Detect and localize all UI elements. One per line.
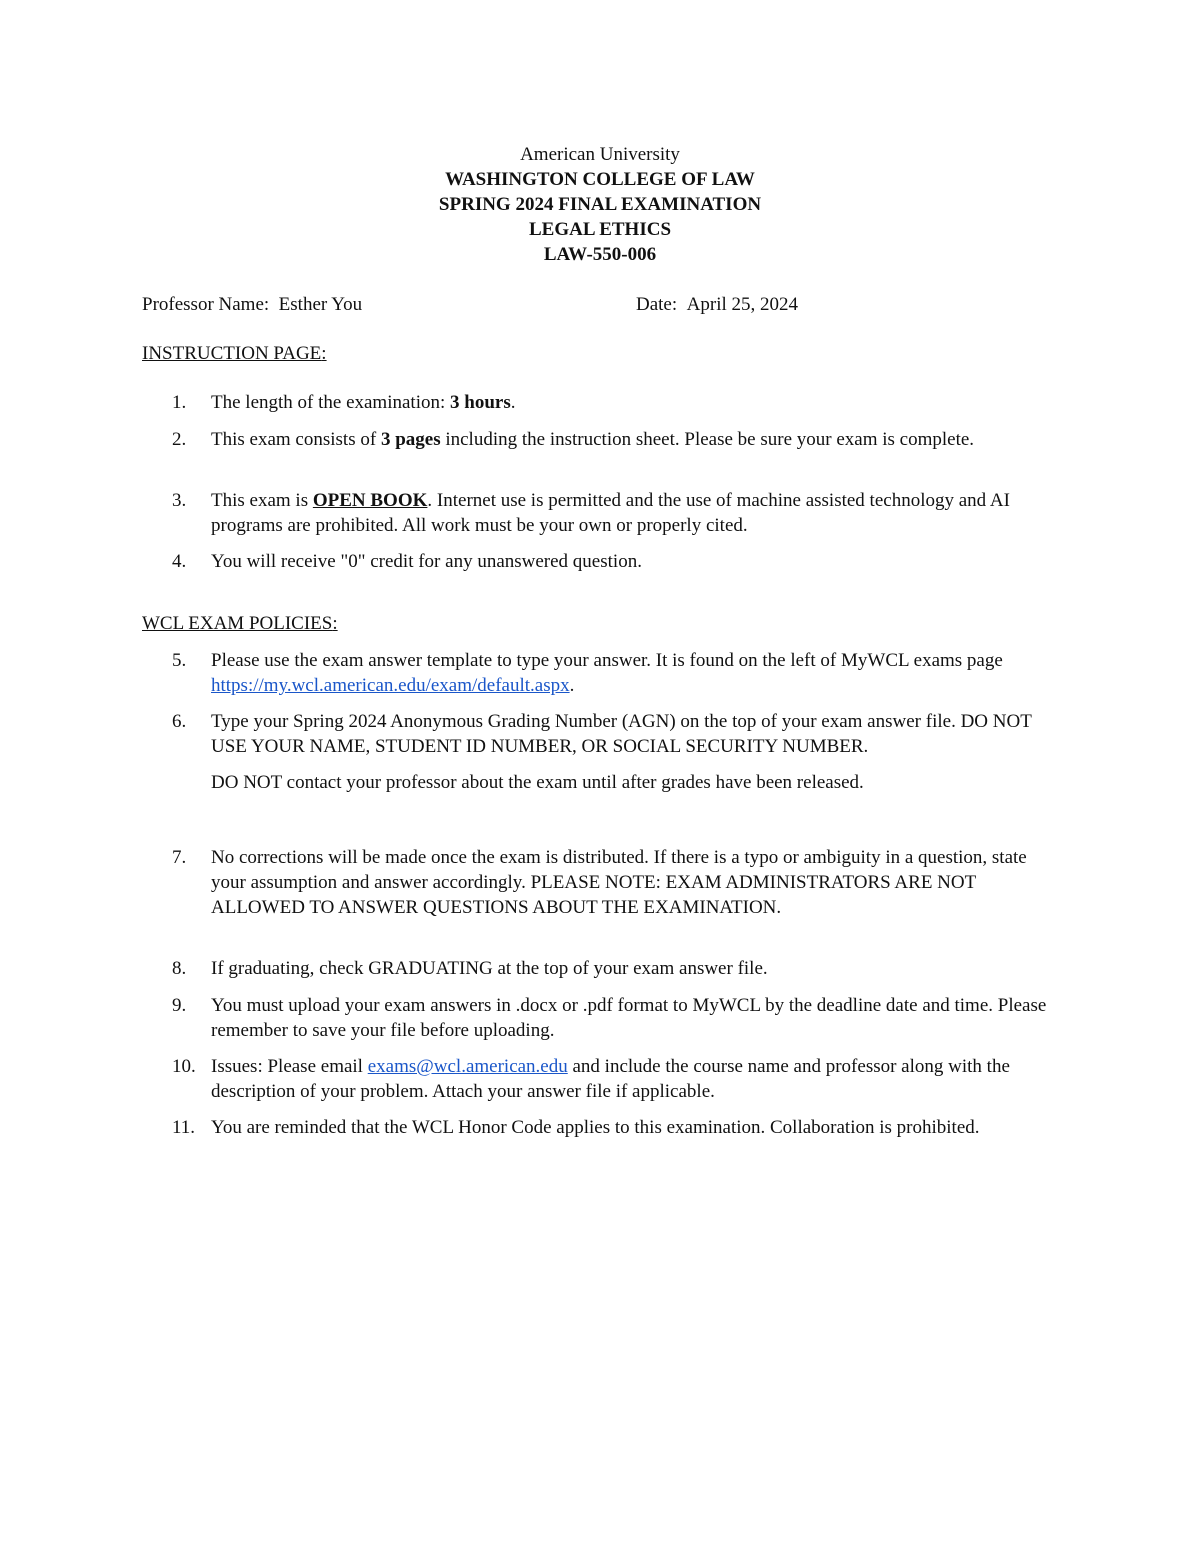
- item-number: 9.: [172, 995, 187, 1016]
- exam-instruction-page: American University WASHINGTON COLLEGE OF LAW SPRING 2024 FINAL EXAMINATION LEGAL ETHICS LAW-550-006 Professor Name: Esther You Date: April 25, 2024 INSTRUCTION PAGE: 1. The length of the examination: 3 hours. 2. This exam consists of 3 pages including the instruction sheet. Please be sure your exam is complete. 3. This exam is OPEN BOOK. Internet use is permitted and the use of machine assisted technology and AI programs are prohibited. All work must be your own or properly cited. 4. You will receive "0" credit for any unanswered question. WCL EXAM POLICIES: 5. Please use the exam answer template to type your answer. It is found on the left of MyWCL exams page https://my.wcl.american.edu/exam/default.aspx. 6. Type your Spring 2024 Anonymous Grading Number (AGN) on the top of your exam answer file. DO NOT USE YOUR NAME, STUDENT ID NUMBER, OR SOCIAL SECURITY NUMBER. DO NOT contact your professor about the exam until after grades have been released. 7. No corrections will be made once the exam is distributed. If there is a typo or ambiguity in a question, state your assumption and answer accordingly. PLEASE NOTE: EXAM ADMINISTRATORS ARE NOT ALLOWED TO ANSWER QUESTIONS ABOUT THE EXAMINATION. 8. If graduating, check GRADUATING at the top of your exam answer file. 9. You must upload your exam answers in .docx or .pdf format to MyWCL by the deadline date and time. Please remember to save your file before uploading. 10. Issues: Please email exams@wcl.american.edu and include the course name and professor along with the description of your problem. Attach your answer file if applicable. 11. You are reminded that the WCL Honor Code applies to this examination. Collaboration is prohibited.: [0, 0, 1200, 1553]
- instruction-heading: INSTRUCTION PAGE:: [142, 343, 327, 364]
- policies-heading: WCL EXAM POLICIES:: [142, 613, 338, 634]
- professor-name: Esther You: [278, 294, 363, 315]
- exam-page-link[interactable]: https://my.wcl.american.edu/exam/default.aspx: [211, 675, 570, 696]
- exams-email-link[interactable]: exams@wcl.american.edu: [367, 1056, 568, 1077]
- date-label: Date:: [636, 294, 678, 315]
- exam-meta: [142, 292, 1062, 317]
- professor-label: Professor Name:: [142, 294, 270, 315]
- item-number: 11.: [172, 1117, 196, 1138]
- university-name: American University: [520, 144, 680, 165]
- date-value: April 25, 2024: [686, 294, 799, 315]
- item-number: 8.: [172, 958, 187, 979]
- college-name: WASHINGTON COLLEGE OF LAW: [445, 169, 755, 190]
- item-number: 5.: [172, 650, 187, 671]
- date-field: [636, 292, 798, 317]
- item-number: 2.: [172, 429, 187, 450]
- item-number: 7.: [172, 847, 187, 868]
- course-name: LEGAL ETHICS: [528, 219, 672, 240]
- item-number: 1.: [172, 392, 187, 413]
- item-number: 6.: [172, 711, 187, 732]
- professor-field: [142, 292, 362, 317]
- item-number: 3.: [172, 490, 187, 511]
- contact-notice: DO NOT contact your professor about the exam until after grades have been released.: [211, 772, 864, 793]
- exam-header: [0, 142, 1200, 267]
- open-book-notice: OPEN BOOK: [312, 490, 428, 511]
- item-number: 4.: [172, 551, 187, 572]
- exam-title: SPRING 2024 FINAL EXAMINATION: [438, 194, 762, 215]
- course-code: LAW-550-006: [543, 244, 657, 265]
- page-count: 3 pages: [380, 429, 441, 450]
- exam-length: 3 hours: [450, 392, 511, 413]
- item-number: 10.: [172, 1056, 196, 1077]
